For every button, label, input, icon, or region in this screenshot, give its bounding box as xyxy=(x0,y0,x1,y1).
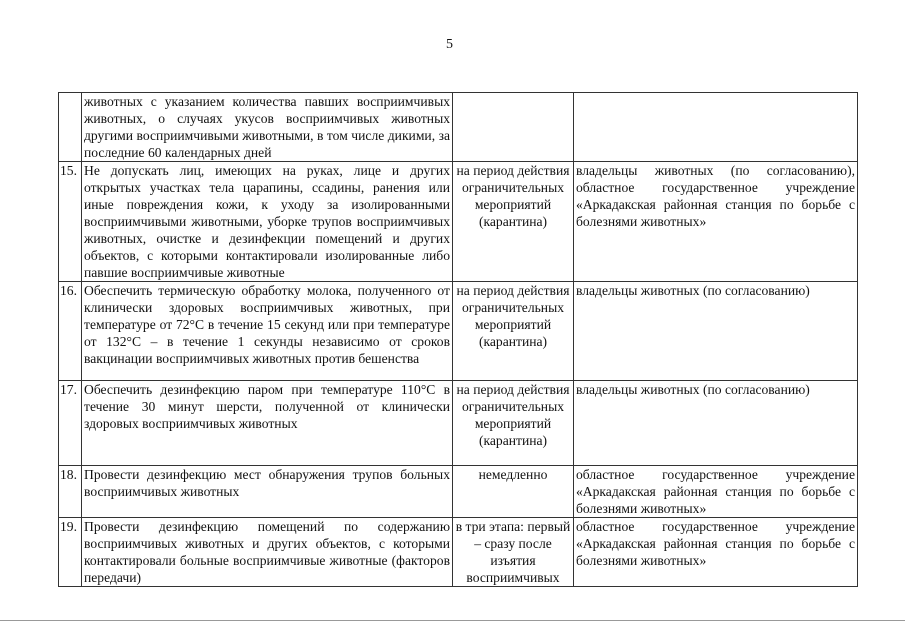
page-number: 5 xyxy=(446,37,453,52)
measure-responsible: владельцы животных (по согласованию) xyxy=(574,282,858,381)
row-number: 18. xyxy=(59,466,82,518)
table-row xyxy=(59,518,858,587)
measure-period: немедленно xyxy=(453,466,574,518)
measure-period: на период действия ограничительных мероприятий (карантина) xyxy=(453,162,574,282)
table-row xyxy=(59,466,858,518)
table-row xyxy=(59,282,858,381)
measures-table xyxy=(58,92,858,587)
table-row xyxy=(59,381,858,466)
row-number: 19. xyxy=(59,518,82,587)
table-row xyxy=(59,162,858,282)
row-number: 16. xyxy=(59,282,82,381)
measure-text: Провести дезинфекцию помещений по содержанию восприимчивых животных и других объектов, с которыми контактировали больные восприимчивые животные (факторов передачи) xyxy=(82,518,453,587)
measure-responsible: областное государственное учреждение «Аркадакская районная станция по борьбе с болезнями животных» xyxy=(574,466,858,518)
measure-text: животных с указанием количества павших восприимчивых животных, о случаях укусов восприимчивых животных другими восприимчивыми животными, в том числе дикими, за последние 60 календарных дней xyxy=(82,93,453,162)
measure-period: на период действия ограничительных мероприятий (карантина) xyxy=(453,381,574,466)
row-number: 17. xyxy=(59,381,82,466)
measure-period xyxy=(453,93,574,162)
measure-text: Не допускать лиц, имеющих на руках, лице и других открытых участках тела царапины, ссадины, ранения или иные повреждения кожи, к уходу за изолированными восприимчивыми животными, уборке трупов восприимчивых животных, очистке и дезинфекции помещений и других объектов, с которыми контактировали изолированные либо павшие восприимчивые животные xyxy=(82,162,453,282)
measure-text: Провести дезинфекцию мест обнаружения трупов больных восприимчивых животных xyxy=(82,466,453,518)
row-number: 15. xyxy=(59,162,82,282)
row-number xyxy=(59,93,82,162)
measure-responsible: владельцы животных (по согласованию) xyxy=(574,381,858,466)
measure-responsible: владельцы животных (по согласованию), областное государственное учреждение «Аркадакская районная станция по борьбе с болезнями животных» xyxy=(574,162,858,282)
measure-period: на период действия ограничительных мероприятий (карантина) xyxy=(453,282,574,381)
table-row xyxy=(59,93,858,162)
measure-responsible xyxy=(574,93,858,162)
measure-text: Обеспечить дезинфекцию паром при температуре 110°С в течение 30 минут шерсти, полученной от клинически здоровых восприимчивых животных xyxy=(82,381,453,466)
measure-responsible: областное государственное учреждение «Аркадакская районная станция по борьбе с болезнями животных» xyxy=(574,518,858,587)
measure-text: Обеспечить термическую обработку молока, полученного от клинически здоровых восприимчивых животных, при температуре от 72°С в течение 15 секунд или при температуре от 132°С – в течение 1 секунды независимо от сроков вакцинации восприимчивых животных против бешенства xyxy=(82,282,453,381)
measure-period: в три этапа: первый – сразу после изъятия восприимчивых xyxy=(453,518,574,587)
page-edge xyxy=(0,620,905,621)
